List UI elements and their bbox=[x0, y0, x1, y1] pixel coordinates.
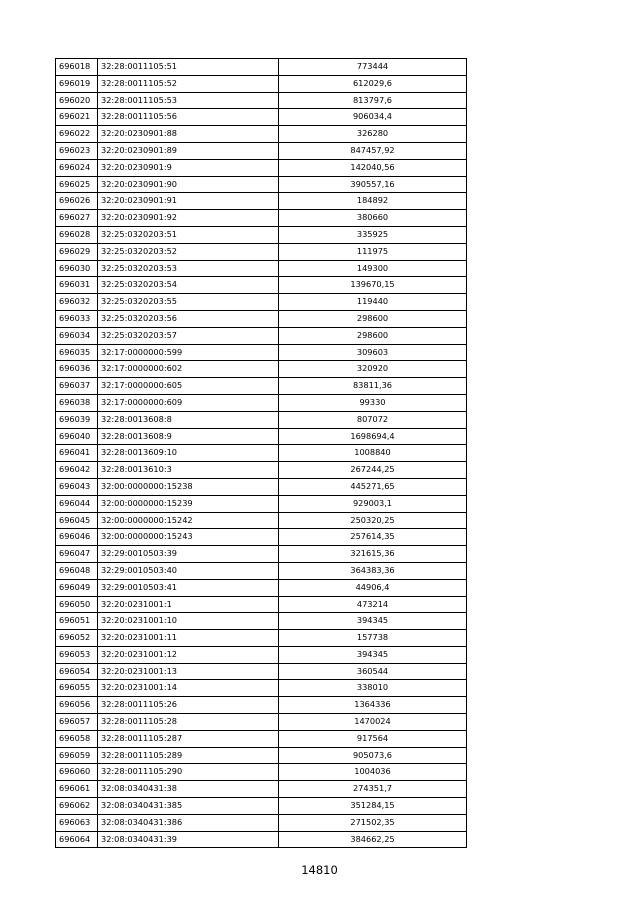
cadastral-value-cell: 612029,6 bbox=[279, 75, 467, 92]
row-id-cell: 696061 bbox=[56, 781, 98, 798]
cadastral-number-cell: 32:25:0320203:57 bbox=[98, 327, 279, 344]
cadastral-value-cell: 390557,16 bbox=[279, 176, 467, 193]
cadastral-value-cell: 149300 bbox=[279, 260, 467, 277]
cadastral-value-cell: 309603 bbox=[279, 344, 467, 361]
cadastral-value-cell: 298600 bbox=[279, 310, 467, 327]
cadastral-value-cell: 364383,36 bbox=[279, 562, 467, 579]
table-row bbox=[56, 781, 467, 798]
cadastral-value-cell: 1698694,4 bbox=[279, 428, 467, 445]
cadastral-value-cell: 250320,25 bbox=[279, 512, 467, 529]
row-id-cell: 696024 bbox=[56, 159, 98, 176]
cadastral-number-cell: 32:17:0000000:599 bbox=[98, 344, 279, 361]
cadastral-number-cell: 32:20:0230901:90 bbox=[98, 176, 279, 193]
cadastral-value-table bbox=[55, 58, 467, 848]
cadastral-number-cell: 32:00:0000000:15243 bbox=[98, 529, 279, 546]
row-id-cell: 696036 bbox=[56, 361, 98, 378]
row-id-cell: 696030 bbox=[56, 260, 98, 277]
row-id-cell: 696051 bbox=[56, 613, 98, 630]
table-row bbox=[56, 142, 467, 159]
row-id-cell: 696031 bbox=[56, 277, 98, 294]
cadastral-number-cell: 32:20:0231001:10 bbox=[98, 613, 279, 630]
row-id-cell: 696044 bbox=[56, 495, 98, 512]
cadastral-number-cell: 32:20:0230901:88 bbox=[98, 126, 279, 143]
row-id-cell: 696052 bbox=[56, 630, 98, 647]
cadastral-value-cell: 813797,6 bbox=[279, 92, 467, 109]
row-id-cell: 696037 bbox=[56, 378, 98, 395]
cadastral-value-cell: 267244,25 bbox=[279, 462, 467, 479]
cadastral-number-cell: 32:25:0320203:56 bbox=[98, 310, 279, 327]
table-row bbox=[56, 697, 467, 714]
cadastral-number-cell: 32:00:0000000:15242 bbox=[98, 512, 279, 529]
cadastral-value-cell: 1364336 bbox=[279, 697, 467, 714]
table-row bbox=[56, 92, 467, 109]
row-id-cell: 696043 bbox=[56, 478, 98, 495]
table-row bbox=[56, 226, 467, 243]
cadastral-number-cell: 32:28:0011105:287 bbox=[98, 730, 279, 747]
table-row bbox=[56, 747, 467, 764]
cadastral-number-cell: 32:25:0320203:55 bbox=[98, 294, 279, 311]
cadastral-number-cell: 32:25:0320203:52 bbox=[98, 243, 279, 260]
table-row bbox=[56, 411, 467, 428]
row-id-cell: 696041 bbox=[56, 445, 98, 462]
table-row bbox=[56, 260, 467, 277]
cadastral-value-cell: 298600 bbox=[279, 327, 467, 344]
cadastral-number-cell: 32:20:0231001:11 bbox=[98, 630, 279, 647]
table-row bbox=[56, 529, 467, 546]
cadastral-value-cell: 83811,36 bbox=[279, 378, 467, 395]
table-row bbox=[56, 294, 467, 311]
row-id-cell: 696035 bbox=[56, 344, 98, 361]
cadastral-number-cell: 32:20:0230901:91 bbox=[98, 193, 279, 210]
row-id-cell: 696053 bbox=[56, 646, 98, 663]
cadastral-value-cell: 905073,6 bbox=[279, 747, 467, 764]
row-id-cell: 696021 bbox=[56, 109, 98, 126]
table-row bbox=[56, 680, 467, 697]
table-row bbox=[56, 445, 467, 462]
cadastral-number-cell: 32:20:0230901:9 bbox=[98, 159, 279, 176]
table-row bbox=[56, 814, 467, 831]
row-id-cell: 696027 bbox=[56, 210, 98, 227]
page-number: 14810 bbox=[301, 863, 338, 877]
cadastral-value-cell: 139670,15 bbox=[279, 277, 467, 294]
table-row bbox=[56, 428, 467, 445]
cadastral-number-cell: 32:28:0011105:52 bbox=[98, 75, 279, 92]
cadastral-value-cell: 257614,35 bbox=[279, 529, 467, 546]
row-id-cell: 696060 bbox=[56, 764, 98, 781]
cadastral-value-cell: 351284,15 bbox=[279, 798, 467, 815]
row-id-cell: 696062 bbox=[56, 798, 98, 815]
cadastral-value-cell: 99330 bbox=[279, 394, 467, 411]
table-row bbox=[56, 630, 467, 647]
cadastral-number-cell: 32:29:0010503:40 bbox=[98, 562, 279, 579]
table-row bbox=[56, 462, 467, 479]
table-row bbox=[56, 277, 467, 294]
cadastral-number-cell: 32:28:0011105:53 bbox=[98, 92, 279, 109]
cadastral-value-cell: 773444 bbox=[279, 59, 467, 76]
row-id-cell: 696023 bbox=[56, 142, 98, 159]
cadastral-number-cell: 32:28:0013608:9 bbox=[98, 428, 279, 445]
cadastral-value-cell: 445271,65 bbox=[279, 478, 467, 495]
cadastral-number-cell: 32:17:0000000:605 bbox=[98, 378, 279, 395]
cadastral-value-cell: 157738 bbox=[279, 630, 467, 647]
cadastral-value-cell: 274351,7 bbox=[279, 781, 467, 798]
table-row bbox=[56, 210, 467, 227]
document-sheet bbox=[55, 58, 466, 848]
cadastral-value-cell: 320920 bbox=[279, 361, 467, 378]
cadastral-value-cell: 338010 bbox=[279, 680, 467, 697]
row-id-cell: 696034 bbox=[56, 327, 98, 344]
cadastral-value-cell: 1470024 bbox=[279, 714, 467, 731]
cadastral-value-cell: 1008840 bbox=[279, 445, 467, 462]
cadastral-number-cell: 32:08:0340431:38 bbox=[98, 781, 279, 798]
row-id-cell: 696045 bbox=[56, 512, 98, 529]
cadastral-value-cell: 184892 bbox=[279, 193, 467, 210]
table-body bbox=[56, 59, 467, 848]
cadastral-number-cell: 32:25:0320203:51 bbox=[98, 226, 279, 243]
cadastral-value-cell: 360544 bbox=[279, 663, 467, 680]
cadastral-number-cell: 32:28:0011105:26 bbox=[98, 697, 279, 714]
table-row bbox=[56, 344, 467, 361]
row-id-cell: 696039 bbox=[56, 411, 98, 428]
cadastral-number-cell: 32:17:0000000:609 bbox=[98, 394, 279, 411]
table-row bbox=[56, 243, 467, 260]
cadastral-value-cell: 473214 bbox=[279, 596, 467, 613]
cadastral-value-cell: 807072 bbox=[279, 411, 467, 428]
row-id-cell: 696042 bbox=[56, 462, 98, 479]
cadastral-number-cell: 32:28:0011105:56 bbox=[98, 109, 279, 126]
table-row bbox=[56, 764, 467, 781]
cadastral-number-cell: 32:29:0010503:41 bbox=[98, 579, 279, 596]
cadastral-value-cell: 384662,25 bbox=[279, 831, 467, 848]
cadastral-value-cell: 119440 bbox=[279, 294, 467, 311]
row-id-cell: 696057 bbox=[56, 714, 98, 731]
cadastral-number-cell: 32:20:0230901:92 bbox=[98, 210, 279, 227]
table-row bbox=[56, 562, 467, 579]
cadastral-value-cell: 44906,4 bbox=[279, 579, 467, 596]
cadastral-number-cell: 32:08:0340431:386 bbox=[98, 814, 279, 831]
row-id-cell: 696019 bbox=[56, 75, 98, 92]
cadastral-value-cell: 847457,92 bbox=[279, 142, 467, 159]
row-id-cell: 696046 bbox=[56, 529, 98, 546]
cadastral-number-cell: 32:28:0011105:290 bbox=[98, 764, 279, 781]
row-id-cell: 696038 bbox=[56, 394, 98, 411]
table-row bbox=[56, 310, 467, 327]
table-row bbox=[56, 394, 467, 411]
table-row bbox=[56, 798, 467, 815]
table-row bbox=[56, 478, 467, 495]
row-id-cell: 696059 bbox=[56, 747, 98, 764]
table-row bbox=[56, 159, 467, 176]
table-row bbox=[56, 714, 467, 731]
row-id-cell: 696058 bbox=[56, 730, 98, 747]
table-row bbox=[56, 663, 467, 680]
table-row bbox=[56, 831, 467, 848]
cadastral-number-cell: 32:20:0231001:13 bbox=[98, 663, 279, 680]
row-id-cell: 696047 bbox=[56, 546, 98, 563]
cadastral-number-cell: 32:17:0000000:602 bbox=[98, 361, 279, 378]
table-row bbox=[56, 327, 467, 344]
row-id-cell: 696028 bbox=[56, 226, 98, 243]
row-id-cell: 696040 bbox=[56, 428, 98, 445]
table-row bbox=[56, 596, 467, 613]
row-id-cell: 696029 bbox=[56, 243, 98, 260]
cadastral-value-cell: 394345 bbox=[279, 646, 467, 663]
cadastral-value-cell: 906034,4 bbox=[279, 109, 467, 126]
cadastral-number-cell: 32:25:0320203:53 bbox=[98, 260, 279, 277]
row-id-cell: 696018 bbox=[56, 59, 98, 76]
table-row bbox=[56, 126, 467, 143]
cadastral-number-cell: 32:28:0013610:3 bbox=[98, 462, 279, 479]
cadastral-value-cell: 380660 bbox=[279, 210, 467, 227]
cadastral-number-cell: 32:08:0340431:385 bbox=[98, 798, 279, 815]
cadastral-value-cell: 917564 bbox=[279, 730, 467, 747]
cadastral-value-cell: 321615,36 bbox=[279, 546, 467, 563]
table-row bbox=[56, 579, 467, 596]
row-id-cell: 696063 bbox=[56, 814, 98, 831]
table-row bbox=[56, 730, 467, 747]
cadastral-number-cell: 32:00:0000000:15238 bbox=[98, 478, 279, 495]
cadastral-value-cell: 142040,56 bbox=[279, 159, 467, 176]
row-id-cell: 696054 bbox=[56, 663, 98, 680]
row-id-cell: 696020 bbox=[56, 92, 98, 109]
row-id-cell: 696022 bbox=[56, 126, 98, 143]
row-id-cell: 696026 bbox=[56, 193, 98, 210]
cadastral-number-cell: 32:28:0011105:28 bbox=[98, 714, 279, 731]
table-row bbox=[56, 59, 467, 76]
cadastral-value-cell: 271502,35 bbox=[279, 814, 467, 831]
cadastral-value-cell: 929003,1 bbox=[279, 495, 467, 512]
row-id-cell: 696050 bbox=[56, 596, 98, 613]
row-id-cell: 696064 bbox=[56, 831, 98, 848]
cadastral-number-cell: 32:28:0011105:51 bbox=[98, 59, 279, 76]
cadastral-number-cell: 32:20:0231001:1 bbox=[98, 596, 279, 613]
cadastral-number-cell: 32:28:0013608:8 bbox=[98, 411, 279, 428]
table-row bbox=[56, 546, 467, 563]
table-row bbox=[56, 495, 467, 512]
cadastral-value-cell: 111975 bbox=[279, 243, 467, 260]
cadastral-number-cell: 32:08:0340431:39 bbox=[98, 831, 279, 848]
cadastral-number-cell: 32:28:0013609:10 bbox=[98, 445, 279, 462]
cadastral-number-cell: 32:20:0231001:14 bbox=[98, 680, 279, 697]
cadastral-number-cell: 32:25:0320203:54 bbox=[98, 277, 279, 294]
cadastral-number-cell: 32:20:0231001:12 bbox=[98, 646, 279, 663]
row-id-cell: 696025 bbox=[56, 176, 98, 193]
table-row bbox=[56, 176, 467, 193]
table-row bbox=[56, 75, 467, 92]
row-id-cell: 696055 bbox=[56, 680, 98, 697]
table-row bbox=[56, 613, 467, 630]
table-row bbox=[56, 378, 467, 395]
row-id-cell: 696032 bbox=[56, 294, 98, 311]
cadastral-value-cell: 326280 bbox=[279, 126, 467, 143]
row-id-cell: 696056 bbox=[56, 697, 98, 714]
row-id-cell: 696049 bbox=[56, 579, 98, 596]
cadastral-number-cell: 32:29:0010503:39 bbox=[98, 546, 279, 563]
table-row bbox=[56, 361, 467, 378]
cadastral-value-cell: 335925 bbox=[279, 226, 467, 243]
cadastral-value-cell: 1004036 bbox=[279, 764, 467, 781]
row-id-cell: 696033 bbox=[56, 310, 98, 327]
row-id-cell: 696048 bbox=[56, 562, 98, 579]
cadastral-number-cell: 32:00:0000000:15239 bbox=[98, 495, 279, 512]
cadastral-number-cell: 32:20:0230901:89 bbox=[98, 142, 279, 159]
table-row bbox=[56, 109, 467, 126]
table-row bbox=[56, 512, 467, 529]
cadastral-value-cell: 394345 bbox=[279, 613, 467, 630]
cadastral-number-cell: 32:28:0011105:289 bbox=[98, 747, 279, 764]
table-row bbox=[56, 646, 467, 663]
table-row bbox=[56, 193, 467, 210]
